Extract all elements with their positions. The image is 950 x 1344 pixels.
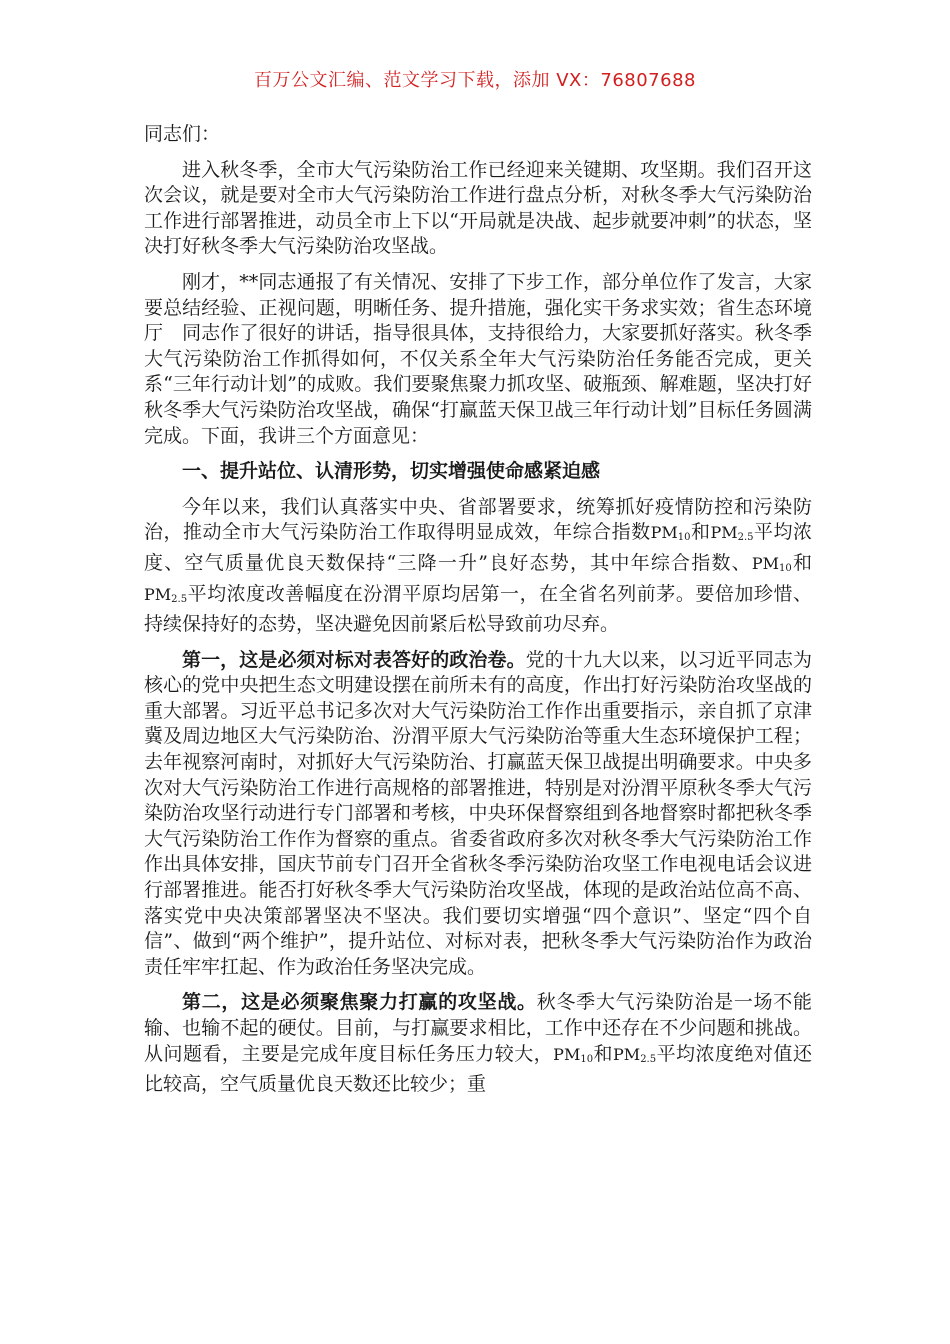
paragraph-point-2 [144, 990, 812, 1097]
p3-text-c: 平均浓度改善幅度在汾渭平原均居第一，在全省名列前茅。要倍加珍惜、持续保持好的态势，坚决避免因前紧后松导致前功尽弃。 [144, 582, 812, 636]
pm25-subscript: 2.5 [737, 532, 754, 544]
pm10-subscript-2: 10 [779, 562, 792, 574]
document-body [144, 122, 812, 1108]
pm25-label: PM [710, 523, 738, 543]
salutation: 同志们： [144, 123, 221, 145]
paragraph-intro: 进入秋冬季，全市大气污染防治工作已经迎来关键期、攻坚期。我们召开这次会议，就是要对全市大气污染防治工作进行盘点分析，对秋冬季大气污染防治工作进行部署推进，动员全市上下以“开局就是决战、起步就要冲刺”的状态，坚决打好秋冬季大气污染防治攻坚战。 [144, 158, 812, 258]
pm25-label-2: PM [144, 584, 172, 604]
point-2-tail: 平均浓度绝对值还比较高，空气质量优良天数还比较少；重 [144, 1042, 812, 1096]
pm10-label-2: PM [751, 553, 780, 573]
pm25-subscript-2: 2.5 [171, 593, 188, 605]
point-1-text: 党的十九大以来，以习近平同志为核心的党中央把生态文明建设摆在前所未有的高度，作出打好污染防治攻坚战的重大部署。习近平总书记多次对大气污染防治工作作出重要指示，亲自抓了京津冀及周边地区大气污染防治、汾渭平原大气污染防治等重大生态环境保护工程；去年视察河南时，对抓好大气污染防治、打赢蓝天保卫战提出明确要求。中央多次对大气污染防治工作进行高规格的部署推进，特别是对汾渭平原秋冬季大气污染防治攻坚行动进行专门部署和考核，中央环保督察组到各地督察时都把秋冬季大气污染防治工作作为督察的重点。省委省政府多次对秋冬季大气污染防治工作作出具体安排，国庆节前专门召开全省秋冬季污染防治攻坚工作电视电话会议进行部署推进。能否打好秋冬季大气污染防治攻坚战，体现的是政治站位高不高、落实党中央决策部署坚决不坚决。我们要切实增强“四个意识”、坚定“四个自信”、做到“两个维护”，提升站位、对标对表，把秋冬季大气污染防治作为政治责任牢牢扛起、作为政治任务坚决完成。 [144, 648, 812, 978]
p3-and-1: 和 [690, 521, 711, 544]
pm10-label: PM [650, 523, 678, 543]
pm25-subscript-3: 2.5 [640, 1053, 657, 1065]
p5-and: 和 [593, 1042, 614, 1065]
point-1-lead: 第一，这是必须对标对表答好的政治卷。 [182, 648, 526, 671]
p3-text-a: 今年以来，我们认真落实中央、省部署要求，统筹抓好疫情防控和污染防治，推动全市大气污染防治工作取得明显成效，年综合指数 [144, 495, 812, 544]
paragraph-summary: 刚才，**同志通报了有关情况、安排了下步工作，部分单位作了发言，大家要总结经验、正视问题，明晰任务、提升措施，强化实干务求实效；省生态环境厅 同志作了很好的讲话，指导很具体，支持很给力，大家要抓好落实。秋冬季大气污染防治工作抓得如何，不仅关系全年大气污染防治任务能否完成，更关系“三年行动计划”的成败。我们要聚焦聚力抓攻坚、破瓶颈、解难题，坚决打好秋冬季大气污染防治攻坚战，确保“打赢蓝天保卫战三年行动计划”目标任务圆满完成。下面，我讲三个方面意见： [144, 270, 812, 447]
p3-and-2: 和 [791, 551, 812, 574]
pm10-subscript-3: 10 [580, 1053, 594, 1065]
header-banner: 百万公文汇编、范文学习下载，添加 VX：76807688 [254, 70, 696, 91]
point-2-lead: 第二，这是必须聚焦聚力打赢的攻坚战。 [182, 991, 537, 1014]
section-heading-1: 一、提升站位、认清形势，切实增强使命感紧迫感 [182, 460, 601, 483]
paragraph-point-1 [144, 648, 812, 981]
pm10-label-3: PM [553, 1044, 581, 1064]
pm10-subscript: 10 [677, 532, 691, 544]
paragraph-situation [144, 495, 812, 638]
point-2-text: 秋冬季大气污染防治是一场不能输、也输不起的硬仗。目前，与打赢要求相比，工作中还存在不少问题和挑战。从问题看，主要是完成年度目标任务压力较大， [144, 991, 812, 1065]
pm25-label-3: PM [613, 1044, 641, 1064]
p3-text-b: 平均浓度、空气质量优良天数保持“三降一升”良好态势，其中年综合指数、 [144, 521, 812, 574]
